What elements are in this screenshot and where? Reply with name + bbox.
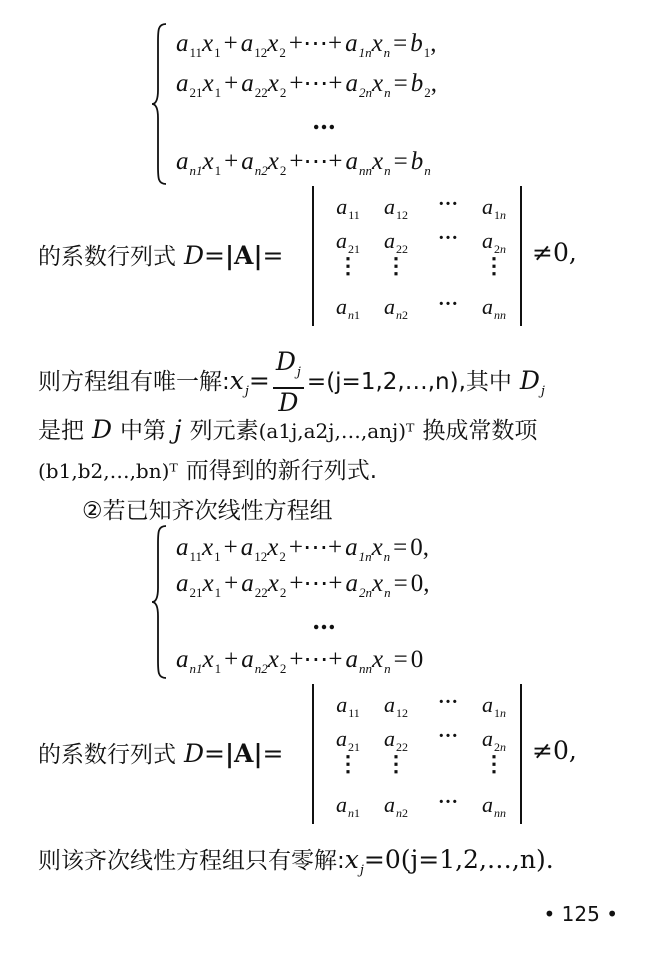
equation-system-2	[150, 522, 570, 682]
det1-cell-a2n: $a_{2n}$	[482, 228, 506, 256]
det1-cell-dots: …	[438, 222, 458, 244]
determinant-2-label: 的系数行列式 D=|A|=	[38, 739, 284, 768]
det1-cell-vdots: ⋮	[337, 253, 359, 278]
cramer-explanation-line-2: (b1,b2,…,bn)ᵀ 而得到的新行列式.	[38, 458, 378, 484]
system-2-equation-1: $a_{11}x_1 + a_{12}x_2$ +⋯+ $a_{1n}x_n = 0$,	[176, 534, 430, 564]
determinant-1-matrix	[312, 186, 522, 326]
system-2-equation-n: $a_{n1}x_1 + a_{n2}x_2$ +⋯+ $a_{nn}x_n = 0$	[176, 646, 424, 676]
determinant-1-label: 的系数行列式 D=|A|=	[38, 241, 284, 270]
cramer-solution-line: 则方程组有唯一解$:x_j=$ $\frac{D_j}{D}$ =(j=1,2,…,n),其中 $D_j$	[38, 347, 545, 417]
coefficient-determinant-2	[38, 684, 638, 828]
det1-cell-vdots: ⋮	[483, 253, 505, 278]
det1-cell-a11: $a_{11}$	[336, 194, 360, 222]
det1-cell-a1n: $a_{1n}$	[482, 194, 506, 222]
det2-cell-dots: …	[438, 720, 458, 742]
det1-cell-ann: $a_{nn}$	[482, 294, 506, 322]
cramer-explanation-line-1: 是把 D 中第 j 列元素(a1j,a2j,…,anj)ᵀ 换成常数项	[38, 415, 538, 444]
system-1-ellipsis: …	[312, 106, 338, 135]
solution-fraction: $\frac{D_j}{D}$	[273, 348, 304, 417]
determinant-1-nonzero: ≠0,	[532, 238, 577, 267]
det2-cell-vdots: ⋮	[483, 751, 505, 776]
system-1-equation-1: $a_{11}x_1 + a_{12}x_2$ +⋯+ $a_{1n}x_n = b_1$,	[176, 30, 437, 60]
det1-cell-dots: …	[438, 288, 458, 310]
det2-cell-an1: $a_{n1}$	[336, 792, 360, 820]
det1-cell-vdots: ⋮	[385, 253, 407, 278]
system-1-equation-2: $a_{21}x_1 + a_{22}x_2$ +⋯+ $a_{2n}x_n = b_2$,	[176, 70, 437, 100]
det1-cell-an1: $a_{n1}$	[336, 294, 360, 322]
left-brace-icon	[150, 20, 168, 188]
det1-cell-a12: $a_{12}$	[384, 194, 408, 222]
system-2-ellipsis: …	[312, 606, 338, 635]
det2-cell-a11: $a_{11}$	[336, 692, 360, 720]
det1-cell-dots: …	[438, 188, 458, 210]
det2-cell-ann: $a_{nn}$	[482, 792, 506, 820]
system-2-equation-2: $a_{21}x_1 + a_{22}x_2$ +⋯+ $a_{2n}x_n = 0$,	[176, 570, 430, 600]
det2-cell-dots: …	[438, 786, 458, 808]
zero-solution-line: 则该齐次线性方程组只有零解$:x_j=0(j=1,2,\dots,n)$.	[38, 845, 554, 878]
det2-cell-vdots: ⋮	[385, 751, 407, 776]
det1-cell-a21: $a_{21}$	[336, 228, 360, 256]
determinant-2-nonzero: ≠0,	[532, 736, 577, 765]
coefficient-determinant-1	[38, 186, 638, 330]
det2-cell-a22: $a_{22}$	[384, 726, 408, 754]
det2-cell-vdots: ⋮	[337, 751, 359, 776]
left-brace-icon	[150, 522, 168, 682]
determinant-2-matrix	[312, 684, 522, 824]
det1-cell-a22: $a_{22}$	[384, 228, 408, 256]
system-1-equation-n: $a_{n1}x_1 + a_{n2}x_2$ +⋯+ $a_{nn}x_n = b_n$	[176, 148, 431, 178]
item-2-heading: ②若已知齐次线性方程组	[82, 498, 333, 524]
page-number: • 125 •	[543, 902, 618, 926]
det1-cell-an2: $a_{n2}$	[384, 294, 408, 322]
det2-cell-a2n: $a_{2n}$	[482, 726, 506, 754]
equation-system-1	[150, 20, 570, 188]
det2-cell-dots: …	[438, 686, 458, 708]
det2-cell-a21: $a_{21}$	[336, 726, 360, 754]
det2-cell-an2: $a_{n2}$	[384, 792, 408, 820]
det2-cell-a1n: $a_{1n}$	[482, 692, 506, 720]
det2-cell-a12: $a_{12}$	[384, 692, 408, 720]
